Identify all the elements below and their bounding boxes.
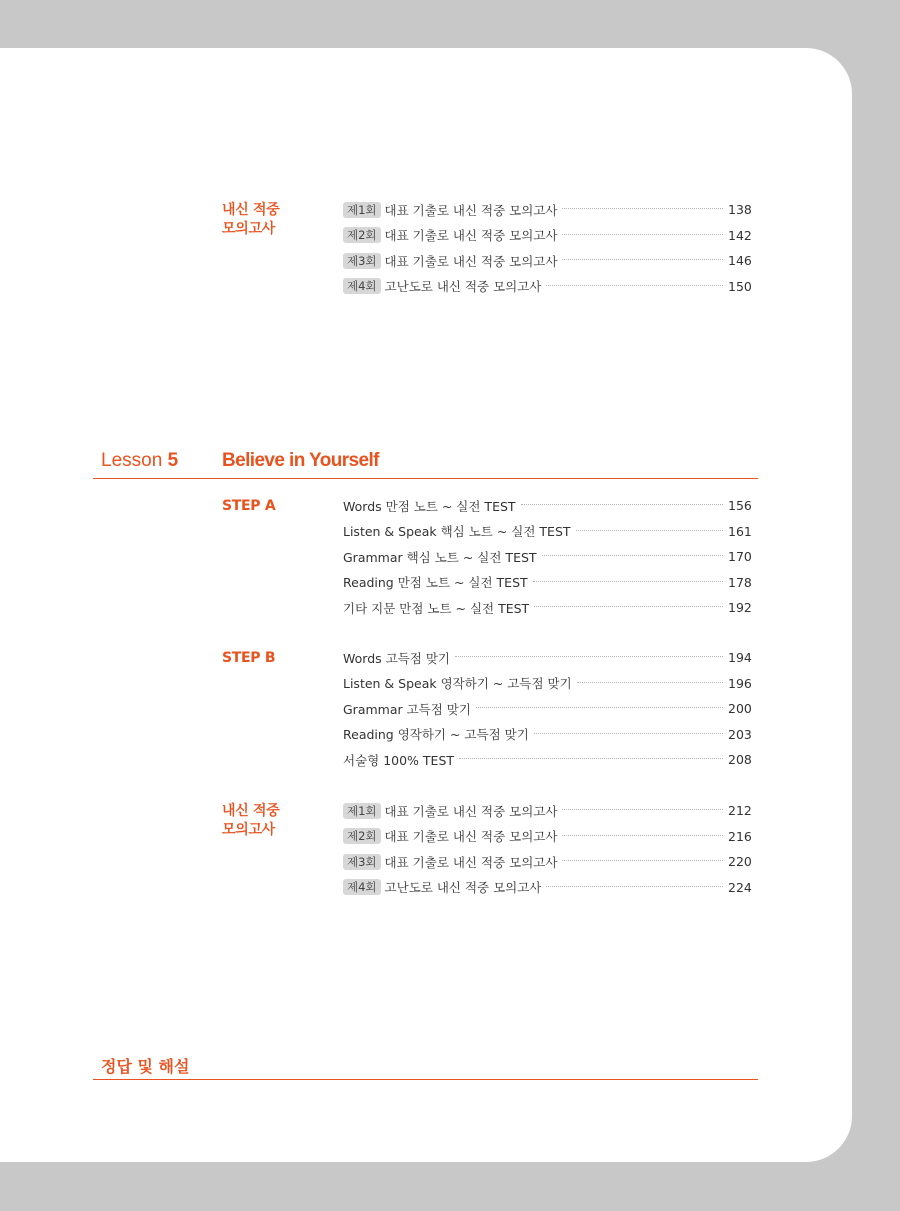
toc-row[interactable]: [343, 570, 750, 596]
toc-row[interactable]: [343, 849, 750, 875]
lesson-label: [101, 450, 178, 472]
toc-list-step-a: [343, 493, 750, 621]
toc-list-step-b: [343, 645, 750, 773]
mock-exam-label-line1: 내신 적중: [222, 202, 280, 218]
dot-leader: [546, 886, 723, 887]
toc-title: 대표 기출로 내신 적중 모의고사: [384, 803, 558, 819]
answers-title[interactable]: 정답 및 해설: [101, 1057, 190, 1076]
dot-leader: [562, 259, 723, 260]
lesson-header: [93, 448, 758, 479]
toc-title: 대표 기출로 내신 적중 모의고사: [384, 202, 558, 218]
dot-leader: [542, 555, 723, 556]
toc-row[interactable]: [343, 197, 750, 223]
page-number: 220: [728, 854, 752, 870]
toc-title: Grammar 핵심 노트 ~ 실전 TEST: [343, 549, 537, 565]
toc-list-top-mock: [343, 197, 750, 299]
toc-row[interactable]: [343, 696, 750, 722]
toc-row[interactable]: [343, 747, 750, 773]
dot-leader: [562, 809, 723, 810]
page-number: 192: [728, 600, 752, 616]
dot-leader: [577, 682, 723, 683]
dot-leader: [521, 504, 723, 505]
dot-leader: [534, 606, 723, 607]
round-badge: 제1회: [343, 202, 381, 218]
toc-title: 고난도로 내신 적중 모의고사: [384, 279, 542, 295]
lesson-number: 5: [167, 450, 179, 471]
dot-leader: [534, 733, 723, 734]
page-number: 203: [728, 726, 752, 742]
toc-row[interactable]: [343, 824, 750, 850]
toc-row[interactable]: [343, 248, 750, 274]
dot-leader: [562, 234, 723, 235]
toc-title: 대표 기출로 내신 적중 모의고사: [384, 854, 558, 870]
mock-exam-label-line2: 모의고사: [222, 822, 275, 838]
toc-list-lesson5-mock: [343, 798, 750, 900]
mock-exam-label-line2: 모의고사: [222, 221, 275, 237]
toc-row[interactable]: [343, 671, 750, 697]
dot-leader: [459, 758, 723, 759]
lesson-word: Lesson: [101, 450, 163, 471]
mock-exam-label-lesson5: [222, 802, 279, 840]
dot-leader: [476, 707, 723, 708]
toc-row[interactable]: [343, 519, 750, 545]
toc-row[interactable]: [343, 274, 750, 300]
round-badge: 제3회: [343, 854, 381, 870]
mock-exam-label-top: [222, 201, 279, 239]
step-a-label: STEP A: [222, 498, 276, 514]
page-number: 156: [728, 498, 752, 514]
toc-title: 기타 지문 만점 노트 ~ 실전 TEST: [343, 600, 530, 616]
round-badge: 제2회: [343, 828, 381, 844]
toc-title: Words 고득점 맞기: [343, 650, 450, 666]
page-number: 212: [728, 803, 752, 819]
round-badge: 제4회: [343, 879, 381, 895]
round-badge: 제1회: [343, 803, 381, 819]
dot-leader: [455, 656, 723, 657]
answers-header: [93, 1054, 758, 1080]
page-number: 146: [728, 253, 752, 269]
page-number: 170: [728, 549, 752, 565]
page-number: 200: [728, 701, 752, 717]
round-badge: 제2회: [343, 227, 381, 243]
page-number: 142: [728, 227, 752, 243]
toc-row[interactable]: [343, 722, 750, 748]
toc-title: 서술형 100% TEST: [343, 752, 455, 768]
lesson-title[interactable]: Believe in Yourself: [222, 450, 379, 471]
page-number: 194: [728, 650, 752, 666]
dot-leader: [533, 581, 723, 582]
page-number: 138: [728, 202, 752, 218]
dot-leader: [562, 860, 723, 861]
toc-title: 대표 기출로 내신 적중 모의고사: [384, 253, 558, 269]
toc-title: 대표 기출로 내신 적중 모의고사: [384, 228, 558, 244]
toc-row[interactable]: [343, 875, 750, 901]
page-number: 224: [728, 879, 752, 895]
toc-title: Words 만점 노트 ~ 실전 TEST: [343, 498, 516, 514]
toc-row[interactable]: [343, 544, 750, 570]
toc-title: Reading 만점 노트 ~ 실전 TEST: [343, 575, 528, 591]
dot-leader: [562, 208, 723, 209]
dot-leader: [546, 285, 723, 286]
toc-title: Reading 영작하기 ~ 고득점 맞기: [343, 727, 529, 743]
toc-row[interactable]: [343, 223, 750, 249]
page-number: 178: [728, 574, 752, 590]
step-b-label: STEP B: [222, 650, 276, 666]
toc-title: 대표 기출로 내신 적중 모의고사: [384, 829, 558, 845]
page-number: 216: [728, 828, 752, 844]
page-number: 150: [728, 278, 752, 294]
toc-row[interactable]: [343, 595, 750, 621]
toc-title: 고난도로 내신 적중 모의고사: [384, 880, 542, 896]
round-badge: 제4회: [343, 278, 381, 294]
toc-row[interactable]: [343, 493, 750, 519]
toc-row[interactable]: [343, 798, 750, 824]
page-number: 196: [728, 675, 752, 691]
toc-title: Listen & Speak 영작하기 ~ 고득점 맞기: [343, 676, 572, 692]
page-number: 208: [728, 752, 752, 768]
dot-leader: [562, 835, 723, 836]
toc-row[interactable]: [343, 645, 750, 671]
dot-leader: [576, 530, 723, 531]
mock-exam-label-line1: 내신 적중: [222, 803, 280, 819]
page-number: 161: [728, 523, 752, 539]
toc-title: Listen & Speak 핵심 노트 ~ 실전 TEST: [343, 524, 571, 540]
toc-title: Grammar 고득점 맞기: [343, 701, 471, 717]
round-badge: 제3회: [343, 253, 381, 269]
